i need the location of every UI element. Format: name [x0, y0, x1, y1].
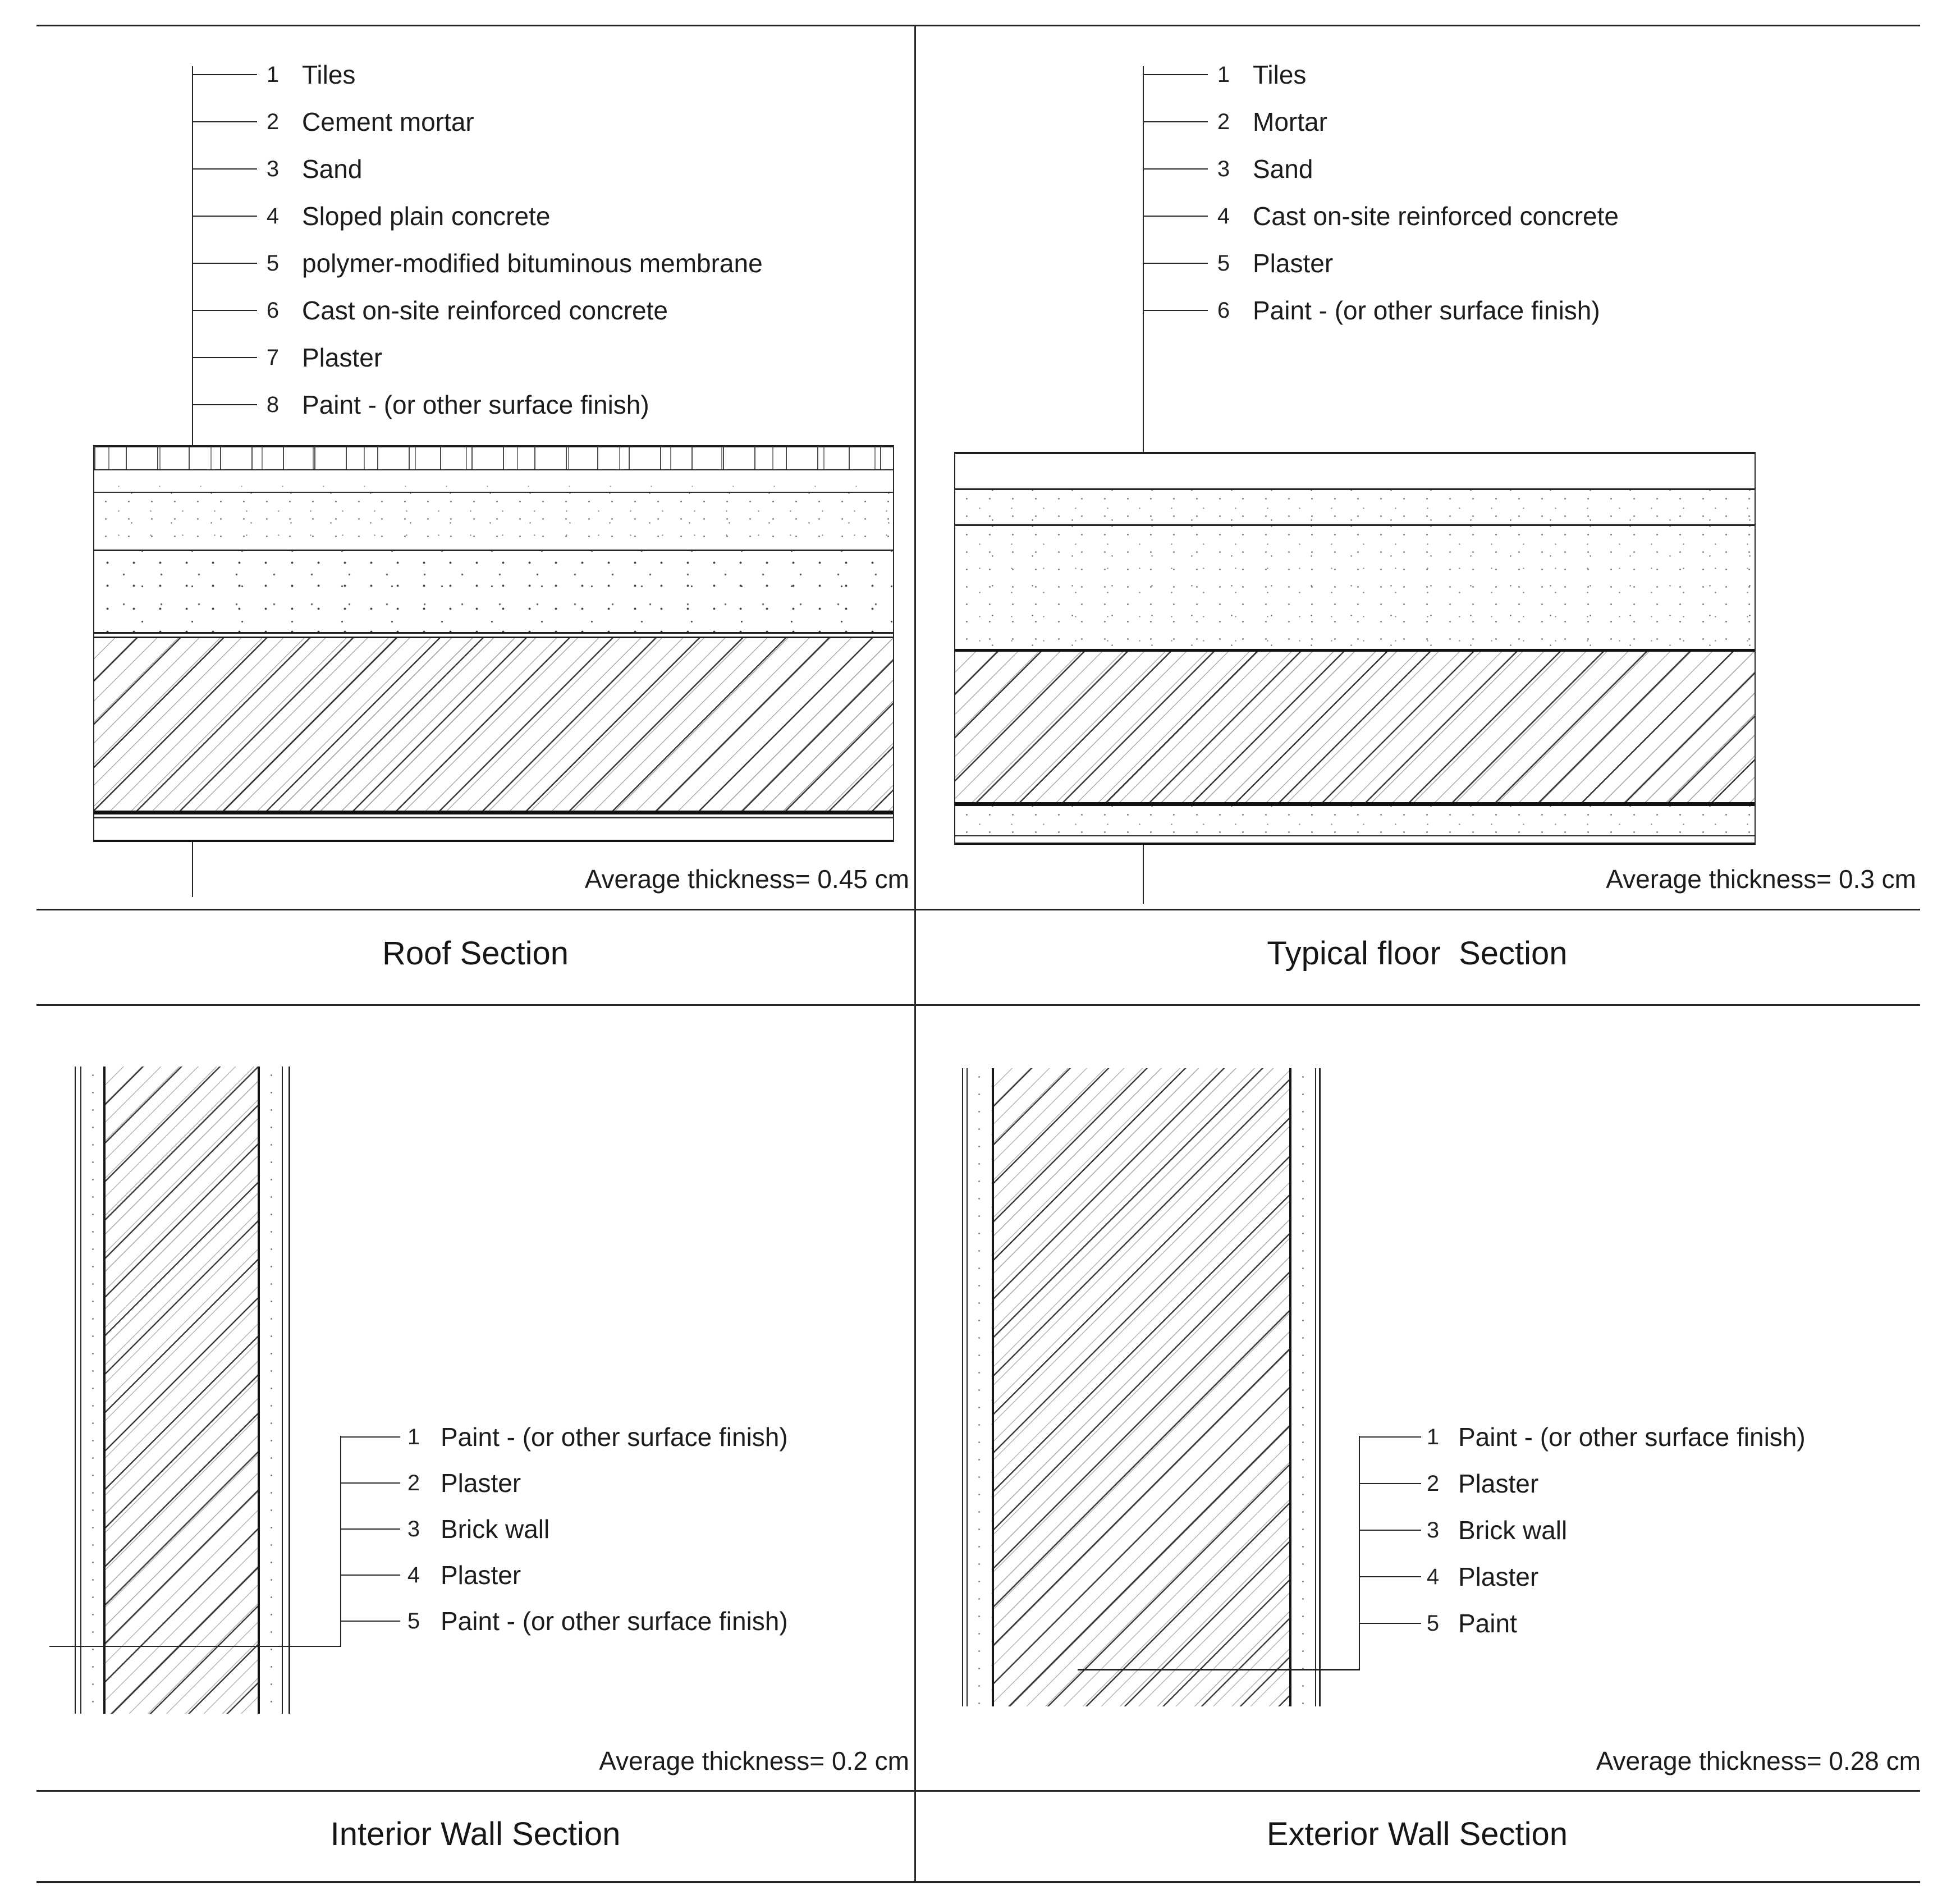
legend-item-label: Plaster — [441, 1560, 521, 1590]
legend-item-label: Plaster — [1458, 1469, 1539, 1498]
interior-legend-tick — [341, 1621, 400, 1622]
legend-item-number: 3 — [1426, 1517, 1440, 1543]
exterior-average-thickness-note: Average thickness= 0.28 cm — [1596, 1746, 1921, 1775]
legend-item-label: Paint — [1458, 1609, 1517, 1638]
interior-wall-layer-brick — [106, 1067, 258, 1714]
interior-legend-tick — [341, 1482, 400, 1484]
legend-item — [1210, 56, 1306, 93]
legend-item-number: 6 — [1217, 298, 1230, 323]
exterior-wall-layer-plaster-left — [968, 1068, 992, 1706]
legend-item — [1421, 1465, 1538, 1502]
roof-layer-paint-bottom-line — [94, 840, 893, 842]
roof-section-title: Roof Section — [382, 935, 569, 972]
exterior-wall-title: Exterior Wall Section — [1266, 1816, 1568, 1852]
legend-item-label: Plaster — [441, 1468, 521, 1498]
exterior-legend-tick — [1359, 1576, 1421, 1577]
legend-item-label: Brick wall — [441, 1514, 550, 1544]
legend-item-label: polymer-modified bituminous membrane — [302, 249, 763, 278]
interior-average-thickness-note: Average thickness= 0.2 cm — [599, 1746, 909, 1775]
roof-layer-sloped-plain-concrete — [94, 551, 893, 632]
roof-layer-plaster — [94, 818, 893, 840]
floor-layer-plaster — [955, 806, 1755, 835]
legend-item-number: 7 — [266, 345, 280, 370]
floor-section-drawing — [954, 452, 1756, 845]
roof-legend-tick — [193, 404, 257, 405]
legend-item-label: Cast on-site reinforced concrete — [302, 296, 668, 325]
legend-item-label: Sand — [1253, 154, 1313, 184]
title-band2-bottom-rule — [36, 1881, 1920, 1883]
floor-layer-paint-bottom-line — [955, 843, 1755, 845]
legend-item-label: Sloped plain concrete — [302, 202, 551, 231]
legend-item-label: Paint - (or other surface finish) — [1253, 296, 1600, 325]
legend-item — [259, 339, 382, 376]
roof-legend-tick — [193, 121, 257, 122]
legend-item-number: 5 — [407, 1608, 420, 1633]
legend-item-number: 3 — [266, 156, 280, 181]
roof-legend-tick — [193, 310, 257, 311]
exterior-wall-leader-line — [1078, 1669, 1360, 1670]
legend-item-number: 1 — [407, 1424, 420, 1449]
title-band1-top-rule — [36, 909, 1920, 910]
floor-legend-tick — [1143, 310, 1208, 311]
interior-wall-layer-plaster-left — [81, 1067, 103, 1714]
interior-wall-title: Interior Wall Section — [330, 1816, 621, 1852]
roof-section-drawing — [93, 445, 894, 842]
title-band2-top-rule — [36, 1790, 1920, 1792]
legend-item — [259, 386, 649, 423]
roof-layer-sand — [94, 493, 893, 551]
floor-section-title: Typical floor Section — [1267, 935, 1568, 972]
legend-item-label: Tiles — [1253, 60, 1307, 89]
legend-item-label: Tiles — [302, 60, 356, 89]
interior-legend-tick — [341, 1436, 400, 1438]
floor-layer-sand — [955, 524, 1755, 649]
interior-wall-layer-plaster-right — [260, 1067, 282, 1714]
roof-legend-tick — [193, 168, 257, 170]
legend-item — [401, 1603, 788, 1640]
legend-item-label: Plaster — [1458, 1562, 1539, 1591]
legend-item — [1421, 1512, 1567, 1549]
legend-item — [1210, 150, 1313, 187]
roof-legend-tick — [193, 357, 257, 358]
legend-item-number: 2 — [1426, 1471, 1440, 1496]
interior-legend-tick — [341, 1528, 400, 1530]
legend-item — [401, 1557, 521, 1594]
legend-item — [401, 1418, 788, 1456]
exterior-legend-tick — [1359, 1530, 1421, 1531]
legend-item-label: Cast on-site reinforced concrete — [1253, 202, 1619, 231]
legend-item — [259, 103, 474, 140]
legend-item — [259, 292, 668, 329]
legend-item-number: 4 — [1217, 203, 1230, 228]
roof-layer-concrete-bottom-line — [94, 811, 893, 814]
floor-legend-tick — [1143, 263, 1208, 264]
interior-wall-drawing — [75, 1067, 290, 1714]
legend-item-number: 4 — [1426, 1564, 1440, 1589]
interior-wall-layer-paint-left-line — [75, 1067, 76, 1714]
interior-wall-layer-paint-right-line2 — [288, 1067, 290, 1714]
floor-legend-tick — [1143, 168, 1208, 170]
interior-legend-tick — [341, 1575, 400, 1576]
legend-item-label: Mortar — [1253, 107, 1327, 136]
legend-item-number: 4 — [266, 203, 280, 228]
legend-item-number: 4 — [407, 1562, 420, 1587]
exterior-wall-layer-brick — [994, 1068, 1289, 1706]
legend-item — [259, 198, 550, 235]
floor-layer-concrete-bottom-line — [955, 802, 1755, 806]
exterior-wall-drawing — [962, 1068, 1321, 1706]
legend-item-number: 3 — [407, 1516, 420, 1541]
floor-layer-mortar — [955, 488, 1755, 524]
legend-item — [1421, 1558, 1538, 1595]
exterior-wall-layer-plaster-right — [1291, 1068, 1315, 1706]
floor-layer-reinforced-concrete — [955, 652, 1755, 802]
legend-item-label: Paint - (or other surface finish) — [1458, 1422, 1806, 1452]
exterior-wall-layer-paint-right-line2 — [1319, 1068, 1321, 1706]
legend-item-label: Paint - (or other surface finish) — [302, 390, 649, 419]
legend-item-label: Sand — [302, 154, 363, 184]
legend-item — [259, 56, 355, 93]
legend-item-number: 5 — [1217, 250, 1230, 276]
roof-legend-tick — [193, 74, 257, 75]
legend-item-label: Paint - (or other surface finish) — [441, 1422, 788, 1452]
interior-wall-leader-line — [49, 1646, 341, 1647]
floor-legend-tick — [1143, 121, 1208, 122]
legend-item — [1210, 103, 1327, 140]
legend-item — [1421, 1605, 1517, 1642]
exterior-legend-tick — [1359, 1483, 1421, 1484]
legend-item-number: 1 — [266, 62, 280, 87]
legend-item-number: 3 — [1217, 156, 1230, 181]
legend-item — [1210, 198, 1619, 235]
roof-layer-cement-mortar — [94, 470, 893, 493]
legend-item-number: 6 — [266, 298, 280, 323]
legend-item — [1210, 292, 1600, 329]
interior-wall-legend-bracket — [340, 1436, 341, 1647]
legend-item — [401, 1464, 521, 1502]
floor-legend-tick — [1143, 74, 1208, 75]
roof-legend-tick — [193, 216, 257, 217]
legend-item — [259, 150, 362, 187]
legend-item-number: 8 — [266, 392, 280, 417]
exterior-legend-tick — [1359, 1623, 1421, 1624]
roof-layer-bituminous-membrane — [94, 632, 893, 638]
legend-item — [259, 245, 763, 282]
legend-item — [1210, 245, 1333, 282]
roof-layer-reinforced-concrete — [94, 638, 893, 811]
legend-item-number: 2 — [407, 1470, 420, 1495]
legend-item-label: Paint - (or other surface finish) — [441, 1607, 788, 1636]
legend-item-number: 2 — [266, 109, 280, 134]
exterior-legend-tick — [1359, 1436, 1421, 1438]
interior-wall-layer-paint-right-line — [282, 1067, 283, 1714]
title-band1-bottom-rule — [36, 1004, 1920, 1006]
roof-layer-tiles — [94, 445, 893, 470]
legend-item — [1421, 1418, 1806, 1456]
legend-item-label: Plaster — [302, 343, 383, 372]
floor-layer-tiles — [955, 452, 1755, 488]
roof-legend-tick — [193, 263, 257, 264]
floor-average-thickness-note: Average thickness= 0.3 cm — [1606, 864, 1916, 894]
exterior-wall-layer-paint-right-line — [1315, 1068, 1316, 1706]
legend-item-number: 5 — [1426, 1610, 1440, 1636]
exterior-wall-layer-paint-left-line — [962, 1068, 963, 1706]
roof-average-thickness-note: Average thickness= 0.45 cm — [584, 864, 909, 894]
legend-item-label: Cement mortar — [302, 107, 474, 136]
legend-item-label: Plaster — [1253, 249, 1334, 278]
legend-item-number: 2 — [1217, 109, 1230, 134]
legend-item-label: Brick wall — [1458, 1516, 1568, 1545]
legend-item-number: 5 — [266, 250, 280, 276]
sheet-top-rule — [36, 25, 1920, 26]
legend-item-number: 1 — [1426, 1424, 1440, 1449]
exterior-wall-legend-bracket — [1359, 1436, 1360, 1670]
floor-legend-tick — [1143, 216, 1208, 217]
floor-layer-plaster-bottom-line — [955, 835, 1755, 836]
legend-item — [401, 1511, 549, 1548]
legend-item-number: 1 — [1217, 62, 1230, 87]
